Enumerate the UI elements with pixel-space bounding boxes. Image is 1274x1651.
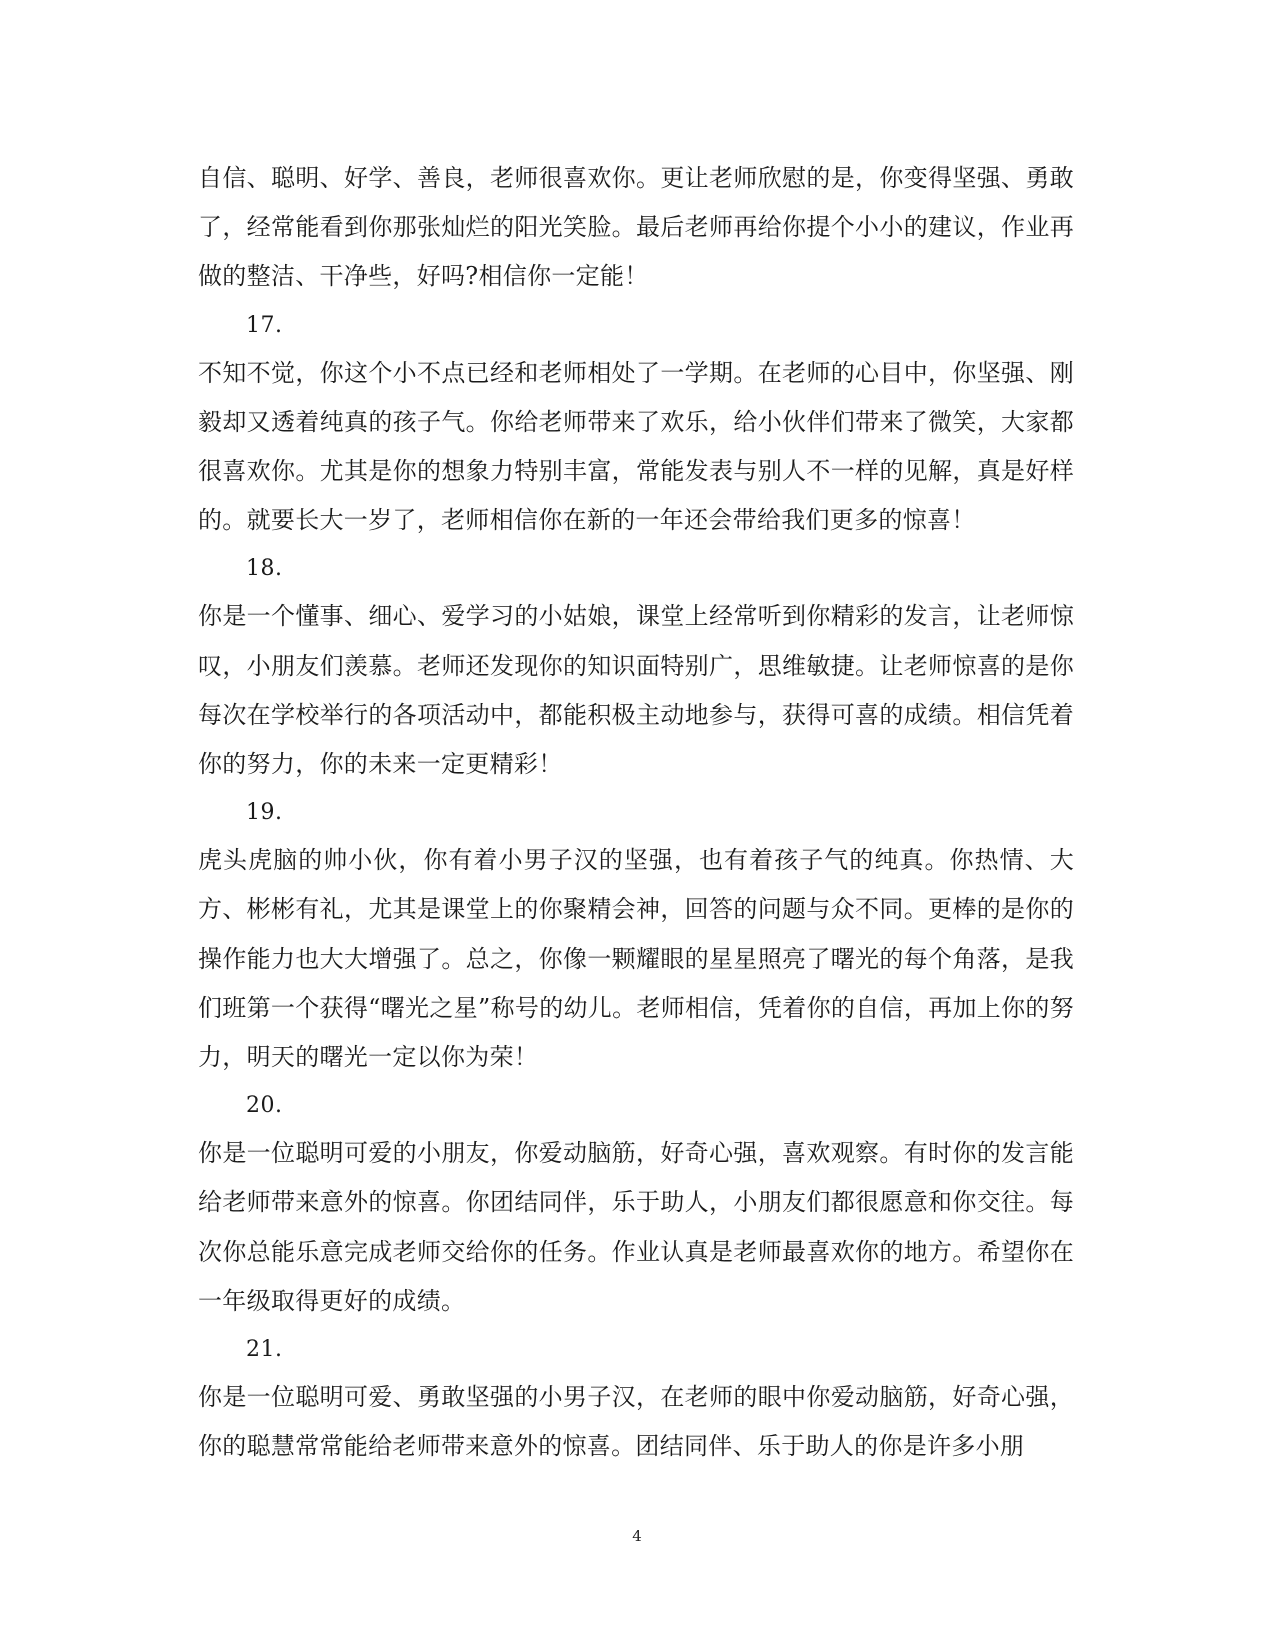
- page-number: 4: [632, 1527, 642, 1545]
- paragraph-text: 你是一个懂事、细心、爱学习的小姑娘，课堂上经常听到你精彩的发言，让老师惊叹，小朋友们羡慕。老师还发现你的知识面特别广，思维敏捷。让老师惊喜的是你每次在学校举行的各项活动中，都能积极主动地参与，获得可喜的成绩。相信凭着你的努力，你的未来一定更精彩！: [198, 602, 1074, 779]
- item-number-19: 19.: [246, 800, 283, 826]
- paragraph-text: 虎头虎脑的帅小伙，你有着小男子汉的坚强，也有着孩子气的纯真。你热情、大方、彬彬有礼，尤其是课堂上的你聚精会神，回答的问题与众不同。更棒的是你的操作能力也大大增强了。总之，你像一颗耀眼的星星照亮了曙光的每个角落，是我们班第一个获得“曙光之星”称号的幼儿。老师相信，凭着你的自信，再加上你的努力，明天的曙光一定以你为荣！: [198, 846, 1074, 1072]
- paragraph-text: 你是一位聪明可爱的小朋友，你爱动脑筋，好奇心强，喜欢观察。有时你的发言能给老师带来意外的惊喜。你团结同伴，乐于助人，小朋友们都很愿意和你交往。每次你总能乐意完成老师交给你的任务。作业认真是老师最喜欢你的地方。希望你在一年级取得更好的成绩。: [198, 1139, 1074, 1315]
- document-body: [198, 154, 1074, 1471]
- item-number-20: 20.: [246, 1093, 283, 1119]
- item-number-17: 17.: [246, 312, 283, 338]
- paragraph-text: 你是一位聪明可爱、勇敢坚强的小男子汉，在老师的眼中你爱动脑筋，好奇心强，你的聪慧常常能给老师带来意外的惊喜。团结同伴、乐于助人的你是许多小朋: [198, 1383, 1074, 1461]
- paragraph-text: 不知不觉，你这个小不点已经和老师相处了一学期。在老师的心目中，你坚强、刚毅却又透着纯真的孩子气。你给老师带来了欢乐，给小伙伴们带来了微笑，大家都很喜欢你。尤其是你的想象力特别丰富，常能发表与别人不一样的见解，真是好样的。就要长大一岁了，老师相信你在新的一年还会带给我们更多的惊喜！: [198, 358, 1074, 535]
- paragraph-text: 自信、聪明、好学、善良，老师很喜欢你。更让老师欣慰的是，你变得坚强、勇敢了，经常能看到你那张灿烂的阳光笑脸。最后老师再给你提个小小的建议，作业再做的整洁、干净些，好吗?相信你一定能！: [198, 164, 1074, 291]
- item-number-18: 18.: [246, 556, 283, 582]
- item-number-21: 21.: [246, 1337, 283, 1363]
